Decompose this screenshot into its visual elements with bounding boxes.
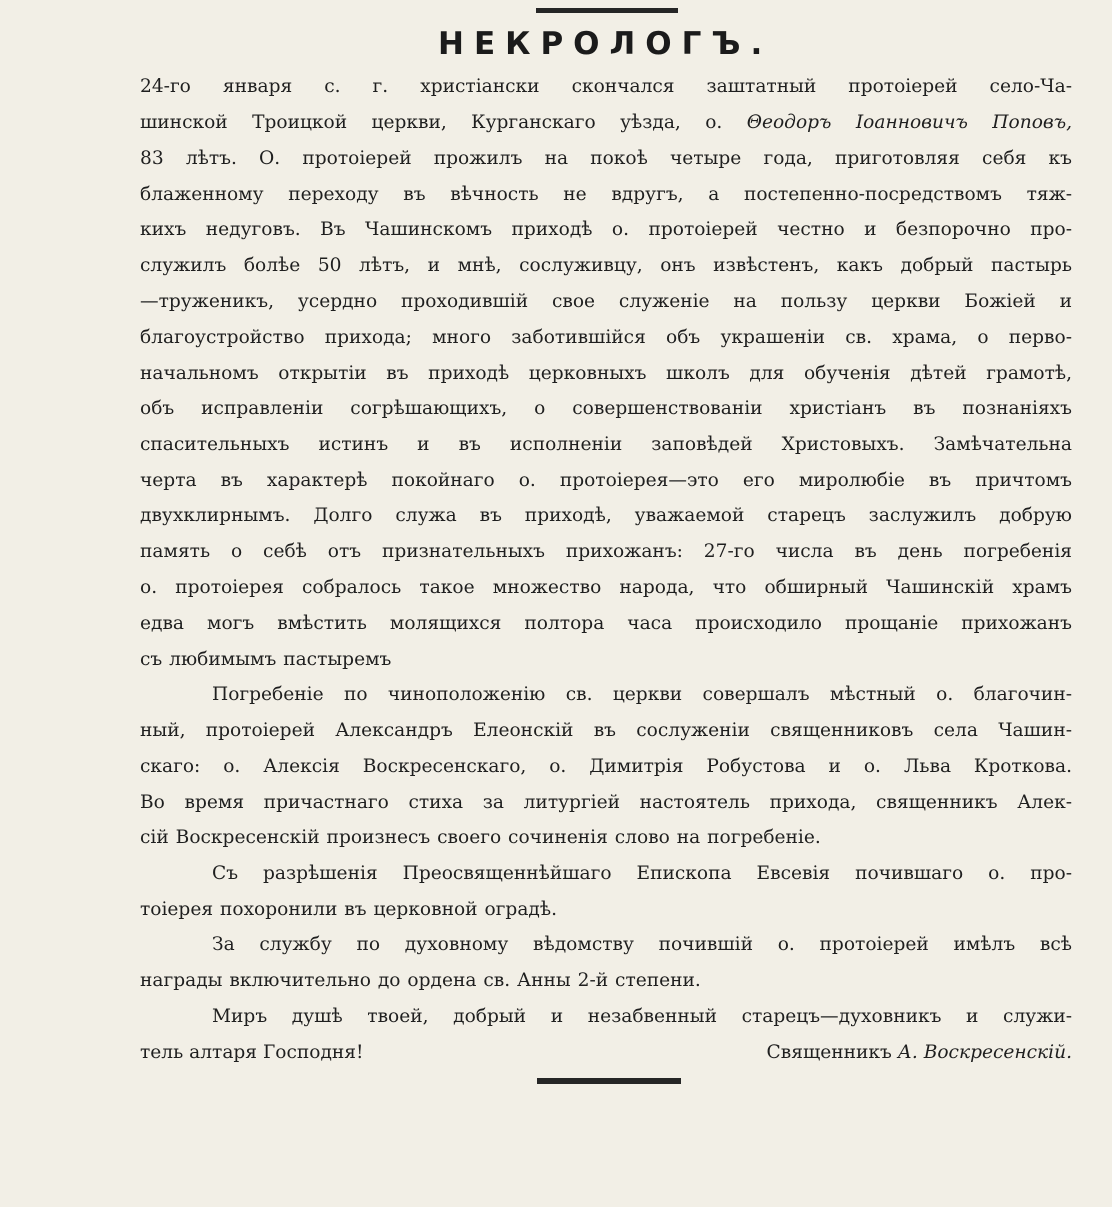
obituary-line-9: начальномъ открытiи въ приходѣ церковныхъ школъ для обученiя дѣтей грамотѣ, [140,363,1072,384]
obituary-line-1: 24-го января с. г. христiански скончался заштатный протоiерей село-Ча- [140,76,1072,97]
signature-prefix: Священникъ [766,1042,892,1063]
obituary-line-21: Во время причастнаго стиха за литургiей настоятель прихода, священникъ Алек- [140,792,1072,813]
obituary-line-4: блаженному переходу въ вѣчность не вдругъ, а постепенно-посредствомъ тяж- [140,184,1072,205]
obituary-line-2-text: шинской Троицкой церкви, Курганскаго уѣзда, о. [140,112,723,133]
obituary-line-14: память о себѣ отъ признательныхъ прихожанъ: 27-го числа въ день погребенiя [140,541,1072,562]
obituary-line-20: скаго: о. Алексiя Воскресенскаго, о. Димитрiя Робустова и о. Льва Кроткова. [140,756,1072,777]
obituary-line-22: сiй Воскресенскiй произнесъ своего сочиненiя слово на погребенiе. [140,827,821,848]
obituary-line-3: 83 лѣтъ. О. протоiерей прожилъ на покоѣ четыре года, приготовляя себя къ [140,148,1072,169]
obituary-line-15: о. протоiерея собралось такое множество народа, что обширный Чашинскiй храмъ [140,577,1072,598]
obituary-line-24: тоiерея похоронили въ церковной оградѣ. [140,899,557,920]
obituary-line-12: черта въ характерѣ покойнаго о. протоiерея—это его миролюбiе въ причтомъ [140,470,1072,491]
obituary-line-18: Погребенiе по чиноположенiю св. церкви совершалъ мѣстный о. благочин- [212,684,1072,705]
obituary-line-7: —труженикъ, усердно проходившiй свое служенiе на пользу церкви Божiей и [140,291,1072,312]
obituary-line-23: Съ разрѣшенiя Преосвященнѣйшаго Епископа Евсевiя почившаго о. про- [212,863,1072,884]
obituary-line-2 [140,108,1072,138]
closing-signature-line [140,1038,1072,1068]
obituary-title: НЕКРОЛОГЪ. [438,26,773,62]
obituary-line-27: Миръ душѣ твоей, добрый и незабвенный старецъ—духовникъ и служи- [212,1006,1072,1027]
obituary-line-6: служилъ болѣе 50 лѣтъ, и мнѣ, сослуживцу, онъ извѣстенъ, какъ добрый пастырь [140,255,1072,276]
signature-name: А. Воскресенскiй. [897,1042,1072,1063]
obituary-line-16: едва могъ вмѣстить молящихся полтора часа происходило прощанiе прихожанъ [140,613,1072,634]
closing-line-left: тель алтаря Господня! [140,1042,364,1063]
obituary-line-13: двухклирнымъ. Долго служа въ приходѣ, уважаемой старецъ заслужилъ добрую [140,505,1072,526]
obituary-line-19: ный, протоiерей Александръ Елеонскiй въ сослуженiи священниковъ села Чашин- [140,720,1072,741]
obituary-line-25: За службу по духовному вѣдомству почившiй о. протоiерей имѣлъ всѣ [212,934,1072,955]
obituary-line-17: съ любимымъ пастыремъ [140,649,392,670]
obituary-line-11: спасительныхъ истинъ и въ исполненiи заповѣдей Христовыхъ. Замѣчательна [140,434,1072,455]
obituary-line-26: награды включительно до ордена св. Анны 2-й степени. [140,970,701,991]
top-divider-rule [536,8,678,13]
obituary-line-8: благоустройство прихода; много заботившiйся объ украшенiи св. храма, о перво- [140,327,1072,348]
obituary-line-5: кихъ недуговъ. Въ Чашинскомъ приходѣ о. протоiерей честно и безпорочно про- [140,219,1072,240]
signature [767,1038,1072,1068]
bottom-divider-rule [537,1078,681,1084]
obituary-line-10: объ исправленiи согрѣшающихъ, о совершенствованiи христiанъ въ познанiяхъ [140,398,1072,419]
deceased-name: Θеодоръ Iоанновичъ Поповъ, [746,112,1073,133]
